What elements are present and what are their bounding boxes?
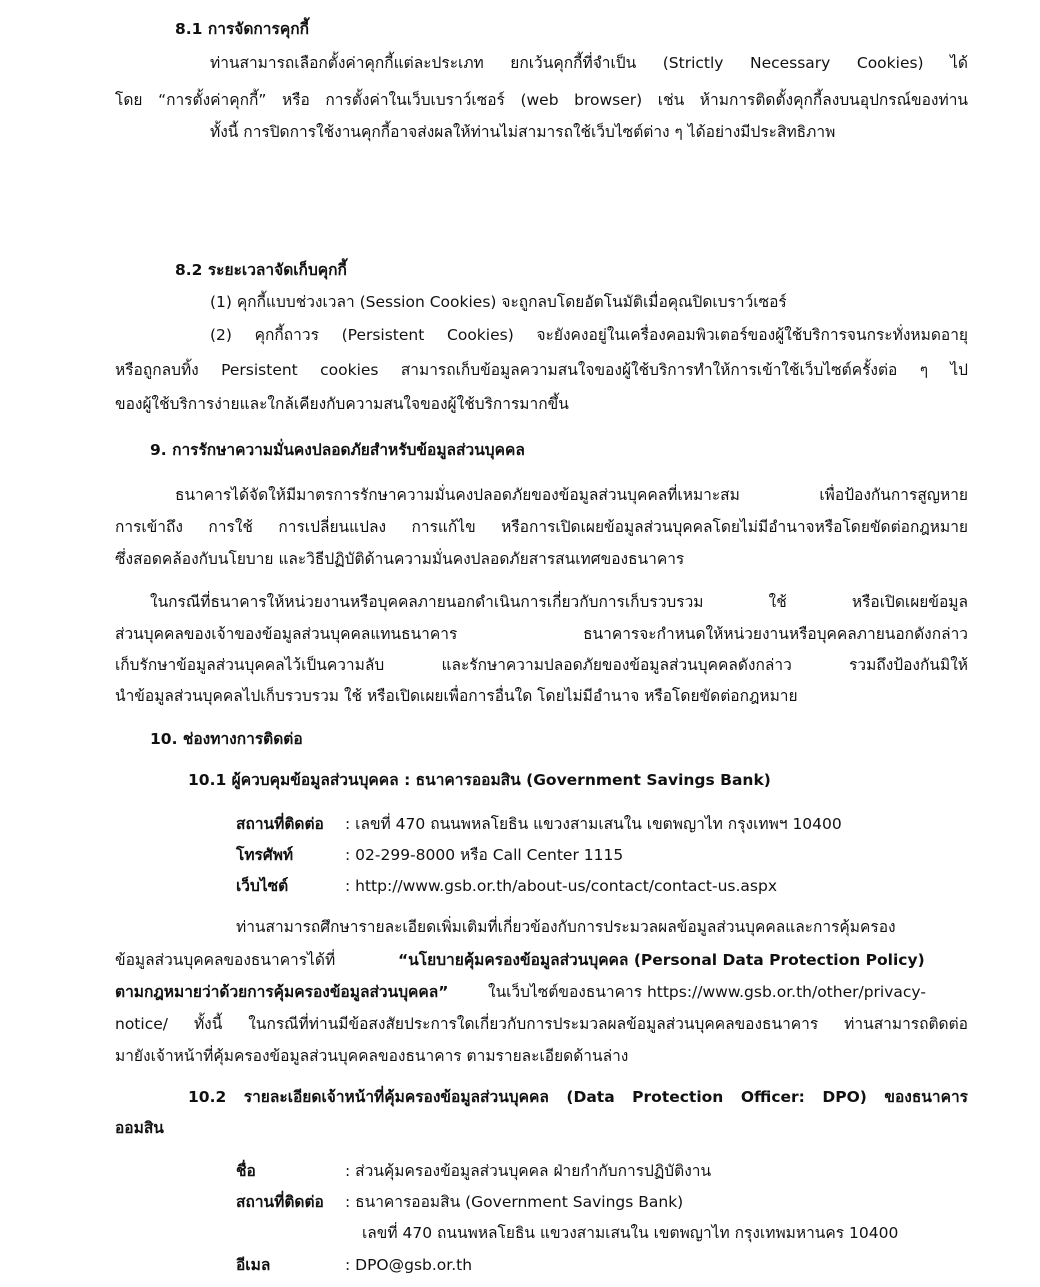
policy-title-part-2: ตามกฎหมายว่าด้วยการคุ้มครองข้อมูลส่วนบุคคล” [115, 983, 449, 1001]
s9-para-1-line-1: ธนาคารได้จัดให้มีมาตรการรักษาความมั่นคงปลอดภัยของข้อมูลส่วนบุคคลที่เหมาะสม เพื่อป้องกันการสูญหาย [175, 486, 968, 504]
section-8-1-heading: 8.1 การจัดการคุกกี้ [175, 20, 309, 38]
s10-info-line-2-prefix: ข้อมูลส่วนบุคคลของธนาคารได้ที่ [115, 951, 336, 969]
s82-item-2-line-1: (2) คุกกี้ถาวร (Persistent Cookies) จะยังคงอยู่ในเครื่องคอมพิวเตอร์ของผู้ใช้บริการจนกระทั่งหมดอายุ [210, 326, 968, 344]
section-10-2-heading-line-2: ออมสิน [115, 1119, 164, 1137]
contact-website-label: เว็บไซต์ [236, 877, 289, 895]
s9-para-2-line-1: ในกรณีที่ธนาคารให้หน่วยงานหรือบุคคลภายนอกดำเนินการเกี่ยวกับการเก็บรวบรวม ใช้ หรือเปิดเผยข้อมูล [150, 593, 968, 611]
s9-para-2-line-3: เก็บรักษาข้อมูลส่วนบุคคลไว้เป็นความลับ และรักษาความปลอดภัยของข้อมูลส่วนบุคคลดังกล่าว รวมถึงป้องกันมิให้ [115, 656, 968, 674]
dpo-name-label: ชื่อ [236, 1162, 256, 1180]
s9-para-2-line-2: ส่วนบุคคลของเจ้าของข้อมูลส่วนบุคคลแทนธนาคาร ธนาคารจะกำหนดให้หน่วยงานหรือบุคคลภายนอกดังกล่าว [115, 625, 968, 643]
contact-website-value: : http://www.gsb.or.th/about-us/contact/contact-us.aspx [345, 877, 778, 895]
s81-para-line-2: โดย “การตั้งค่าคุกกี้” หรือ การตั้งค่าในเว็บเบราว์เซอร์ (web browser) เช่น ห้ามการติดตั้งคุกกี้ลงบนอุปกรณ์ของท่าน [115, 91, 968, 109]
section-8-2-heading: 8.2 ระยะเวลาจัดเก็บคุกกี้ [175, 261, 347, 279]
section-10-heading: 10. ช่องทางการติดต่อ [150, 730, 303, 748]
s10-info-line-1: ท่านสามารถศึกษารายละเอียดเพิ่มเติมที่เกี่ยวข้องกับการประมวลผลข้อมูลส่วนบุคคลและการคุ้มครอง [236, 918, 896, 936]
policy-title-part-1: “นโยบายคุ้มครองข้อมูลส่วนบุคคล (Personal Data Protection Policy) [398, 951, 925, 969]
s9-para-1-line-3: ซึ่งสอดคล้องกับนโยบาย และวิธีปฏิบัติด้านความมั่นคงปลอดภัยสารสนเทศของธนาคาร [115, 550, 685, 568]
s82-item-2-line-3: ของผู้ใช้บริการง่ายและใกล้เคียงกับความสนใจของผู้ใช้บริการมากขึ้น [115, 395, 569, 413]
dpo-address-label: สถานที่ติดต่อ [236, 1193, 324, 1211]
s9-para-1-line-2: การเข้าถึง การใช้ การเปลี่ยนแปลง การแก้ไข หรือการเปิดเผยข้อมูลส่วนบุคคลโดยไม่มีอำนาจหรือโดยขัดต่อกฎหมาย [115, 518, 968, 536]
s9-para-2-line-4: นำข้อมูลส่วนบุคคลไปเก็บรวบรวม ใช้ หรือเปิดเผยเพื่อการอื่นใด โดยไม่มีอำนาจ หรือโดยขัดต่อกฎหมาย [115, 687, 798, 705]
section-10-1-heading: 10.1 ผู้ควบคุมข้อมูลส่วนบุคคล : ธนาคารออมสิน (Government Savings Bank) [188, 771, 771, 789]
s10-info-line-3-suffix: ในเว็บไซต์ของธนาคาร https://www.gsb.or.th/other/privacy- [488, 983, 926, 1001]
s10-info-line-5: มายังเจ้าหน้าที่คุ้มครองข้อมูลส่วนบุคคลของธนาคาร ตามรายละเอียดด้านล่าง [115, 1047, 629, 1065]
dpo-address-value-line-2: เลขที่ 470 ถนนพหลโยธิน แขวงสามเสนใน เขตพญาไท กรุงเทพมหานคร 10400 [362, 1224, 899, 1242]
s10-info-line-4: notice/ ทั้งนี้ ในกรณีที่ท่านมีข้อสงสัยประการใดเกี่ยวกับการประมวลผลข้อมูลส่วนบุคคลของธนาคาร ท่านสามารถติดต่อ [115, 1015, 968, 1033]
section-9-heading: 9. การรักษาความมั่นคงปลอดภัยสำหรับข้อมูลส่วนบุคคล [150, 441, 525, 459]
contact-phone-value: : 02-299-8000 หรือ Call Center 1115 [345, 846, 624, 864]
dpo-name-value: : ส่วนคุ้มครองข้อมูลส่วนบุคคล ฝ่ายกำกับการปฏิบัติงาน [345, 1162, 712, 1180]
s82-item-2-line-2: หรือถูกลบทิ้ง Persistent cookies สามารถเก็บข้อมูลความสนใจของผู้ใช้บริการทำให้การเข้าใช้เว็บไซต์ครั้งต่อ ๆ ไป [115, 361, 968, 379]
s81-para-line-1: ท่านสามารถเลือกตั้งค่าคุกกี้แต่ละประเภท ยกเว้นคุกกี้ที่จำเป็น (Strictly Necessary Cookies) ได้ [210, 54, 968, 72]
dpo-address-value-line-1: : ธนาคารออมสิน (Government Savings Bank) [345, 1193, 684, 1211]
s81-para-line-3: ทั้งนี้ การปิดการใช้งานคุกกี้อาจส่งผลให้ท่านไม่สามารถใช้เว็บไซต์ต่าง ๆ ได้อย่างมีประสิทธิภาพ [210, 123, 836, 141]
contact-phone-label: โทรศัพท์ [236, 846, 294, 864]
s82-item-1: (1) คุกกี้แบบช่วงเวลา (Session Cookies) จะถูกลบโดยอัตโนมัติเมื่อคุณปิดเบราว์เซอร์ [210, 293, 787, 311]
dpo-email-value: : DPO@gsb.or.th [345, 1256, 473, 1274]
section-10-2-heading-line-1: 10.2 รายละเอียดเจ้าหน้าที่คุ้มครองข้อมูลส่วนบุคคล (Data Protection Officer: DPO) ของธนาคาร [188, 1088, 968, 1106]
contact-address-label: สถานที่ติดต่อ [236, 815, 324, 833]
dpo-email-label: อีเมล [236, 1256, 271, 1274]
contact-address-value: : เลขที่ 470 ถนนพหลโยธิน แขวงสามเสนใน เขตพญาไท กรุงเทพฯ 10400 [345, 815, 842, 833]
